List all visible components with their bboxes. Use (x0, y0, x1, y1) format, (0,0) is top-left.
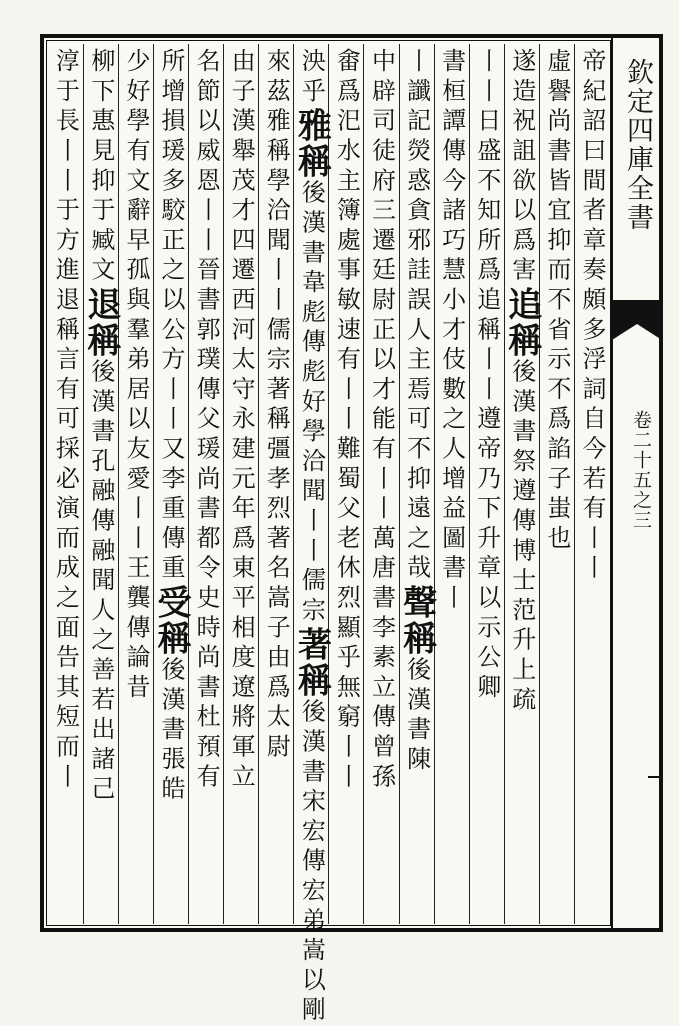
column-text: 中辟司徒府三遷廷尉正以才能有丨丨萬唐書李素立傳曾孫 (367, 48, 396, 793)
column-text: 名節以威恩丨丨晉書郭璞傳父瑗尚書都令史時尚書杜預有 (192, 48, 221, 793)
column-text: 遂造祝詛欲以爲害 (507, 48, 536, 287)
column-text: 後漢書韋彪傳彪好學洽聞丨丨儒宗 (297, 179, 326, 627)
column-text: 來茲雅稱學洽聞丨丨儒宗著稱彊孝烈著名嵩子由爲太尉 (262, 48, 291, 764)
margin-tick (648, 776, 662, 778)
text-column (48, 44, 83, 924)
volume-label: 卷二十五之三 (630, 410, 652, 530)
column-text: 後漢書孔融傳融聞人之善若出諸己 (86, 358, 115, 806)
column-text: 畬爲汜水主簿處事敏速有丨丨難蜀父老休烈顯乎無窮丨丨 (332, 48, 361, 793)
column-text: 虛譽尚書皆宜抑而不省示不爲諂子蚩也 (542, 48, 571, 555)
book-title: 欽定四庫全書 (622, 58, 653, 232)
text-column (574, 44, 609, 924)
text-column (223, 44, 258, 924)
headword: 退稱 (80, 286, 121, 359)
text-column (80, 44, 121, 924)
column-text: 後漢書祭遵傳博士范升上疏 (507, 358, 536, 717)
column-text: 淳于長丨丨于方進退稱言有可採必演而成之面告其短而丨 (51, 48, 80, 793)
text-column (118, 44, 153, 924)
text-columns (48, 44, 609, 1026)
headword: 受稱 (151, 584, 192, 657)
column-text: 由子漢舉茂才四遷西河太守永建元年爲東平相度遼將軍立 (227, 48, 256, 793)
column-text: 所增損瑗多駮正之以公方丨丨又李重傳重 (157, 48, 186, 585)
column-text: 後漢書張皓 (157, 656, 186, 806)
column-text: 帝紀詔曰間者章奏頗多浮詞自今若有丨丨 (577, 48, 606, 585)
text-column (363, 44, 398, 924)
column-text: 泱乎 (297, 48, 326, 108)
headword: 追稱 (501, 286, 542, 359)
text-column (258, 44, 293, 924)
column-text: 丨丨日盛不知所爲追稱丨丨遵帝乃下升章以示公卿 (472, 48, 501, 704)
text-column (151, 44, 192, 924)
text-column (188, 44, 223, 924)
text-column (539, 44, 574, 924)
column-text: 後漢書宋宏傳宏弟嵩以剛 (297, 698, 326, 1026)
column-text: 後漢書陳 (402, 656, 431, 776)
column-text: 柳下惠見抑于臧文 (86, 48, 115, 287)
column-text: 丨讖記熒惑貪邪詿誤人主焉可不抑遠之哉 (402, 48, 431, 585)
headword: 著稱 (291, 626, 332, 699)
text-column (469, 44, 504, 924)
column-text: 少好學有文辭早孤與羣弟居以友愛丨丨王龔傳論昔 (121, 48, 150, 704)
column-text: 書桓譚傳今諸巧慧小才伎數之人增益圖書丨 (437, 48, 466, 615)
text-column (434, 44, 469, 924)
headword: 聲稱 (396, 584, 437, 657)
text-column (396, 44, 437, 924)
text-column (291, 44, 332, 1026)
text-column (328, 44, 363, 924)
headword: 雅稱 (291, 107, 332, 180)
text-column (501, 44, 542, 924)
